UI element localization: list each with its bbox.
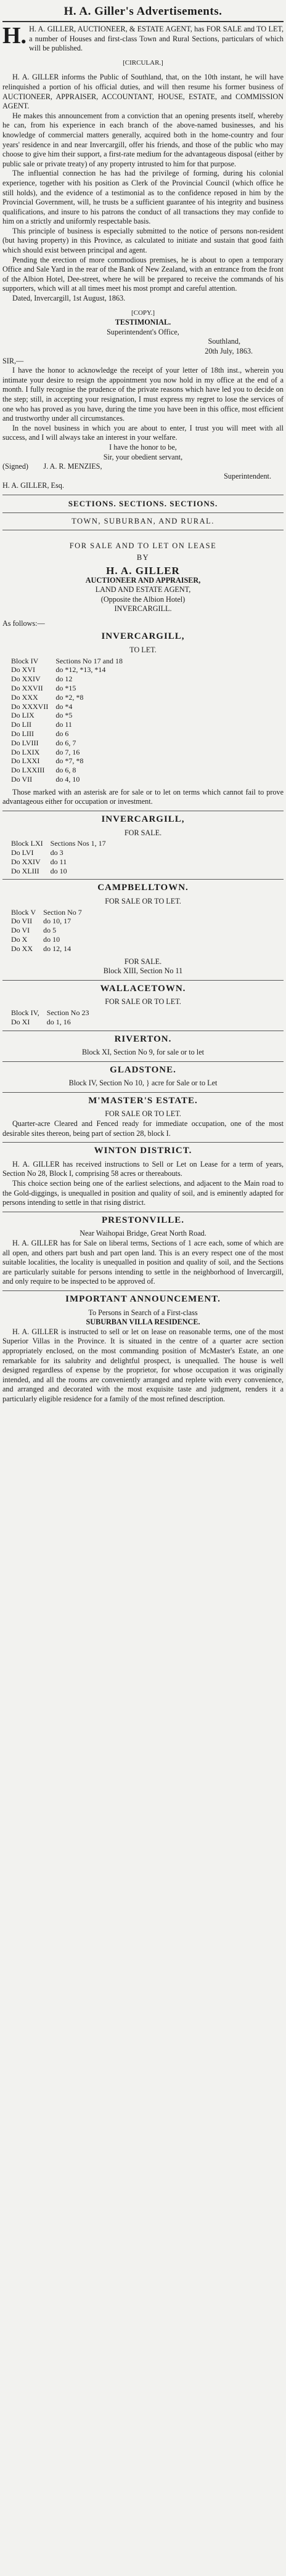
riverton-heading: RIVERTON.	[114, 1034, 172, 1044]
intro-text: H. A. GILLER, AUCTIONEER, & ESTATE AGENT, has FOR SALE and TO LET, a number of Houses and first-class Town and Rural Sections, particulars of which will be published.	[29, 25, 284, 53]
lot-sections: Section No 7	[43, 907, 82, 917]
lot-block: Do LII	[11, 720, 31, 729]
advertiser-town: INVERCARGILL.	[114, 604, 172, 614]
testimonial-salutation: SIR,—	[2, 356, 24, 365]
signer-title: Superintendent.	[224, 471, 271, 480]
lot-block: Do VII	[11, 775, 33, 784]
lot-row	[7, 944, 86, 954]
advertiser-address: (Opposite the Albion Hotel)	[100, 594, 186, 604]
circular-label: [CIRCULAR.]	[123, 59, 163, 67]
signed-label: (Signed)	[2, 462, 28, 471]
signer-name: J. A. R. MENZIES,	[43, 462, 102, 471]
winton-heading: WINTON DISTRICT.	[94, 1146, 192, 1156]
lot-row	[7, 857, 110, 867]
lot-sections: do 4, 10	[55, 775, 80, 784]
dropcap-h: H.	[2, 23, 27, 49]
ad1-para3: The influential connection he has had the privilege of forming, during his colonial experience, together with his position as Clerk of the Provincial Council (which office he still holds), and the evidence of a testimonial as to the confidence reposed in him by the Provincial Government, will, he trusts be a sufficient guarantee of his integrity and business qualifications, and insure to his patrons the conduct of all transactions they may confide to him on a strictly and uniformly respectable basis.	[2, 169, 284, 226]
ad1-dated: Dated, Invercargill, 1st August, 1863.	[12, 294, 126, 303]
lot-sections: do 12, 14	[43, 944, 72, 953]
page-title: H. A. Giller's Advertisements.	[63, 5, 223, 18]
lot-sections: do 11	[50, 857, 67, 866]
divider	[2, 980, 284, 981]
walla-sub: FOR SALE OR TO LET.	[105, 997, 181, 1007]
gladstone-row: Block IV, Section No 10, } acre for Sale or to Let	[68, 1079, 218, 1088]
lot-row	[7, 839, 110, 848]
lot-sections: do *4	[55, 702, 73, 711]
testimonial-body2: In the novel business in which you are about to enter, I trust you will meet with all success, and I will always take an interest in your welfare.	[2, 423, 284, 442]
divider	[2, 879, 284, 880]
lot-row	[7, 867, 110, 876]
lot-sections: do 10	[43, 934, 60, 944]
by-label: BY	[136, 553, 150, 562]
lot-row	[7, 739, 126, 748]
walla-heading: WALLACETOWN.	[100, 983, 186, 994]
ad1-para4: This principle of business is especially submitted to the notice of persons non-resident (but having property) in this Province, as calculated to initiate and sustain that good faith which should exist between principal and agent.	[2, 226, 284, 255]
winton-text2: This choice section being one of the earliest selections, and adjacent to the Main road to the Gold-diggings, is unequalled in position and quality of soil, and is eminently adapted for persons intending to settle in that rising district.	[2, 1179, 284, 1207]
testimonial-signature	[2, 462, 284, 472]
lot-row	[7, 729, 126, 739]
lot-sections: do 6	[55, 729, 69, 739]
walla-table	[7, 1008, 92, 1027]
lot-row	[7, 848, 110, 857]
lot-block: Do XXXVII	[11, 702, 49, 711]
testimonial-closing2: Sir, your obedient servant,	[103, 452, 183, 461]
advertiser-agent: LAND AND ESTATE AGENT,	[95, 585, 191, 594]
lot-row	[7, 720, 126, 729]
divider	[2, 512, 284, 513]
lot-sections: do *15	[55, 684, 76, 693]
camp-for-sale: FOR SALE.	[124, 957, 162, 966]
lot-row	[7, 693, 126, 702]
copy-label: [COPY.]	[131, 309, 155, 317]
divider	[2, 1061, 284, 1062]
lot-row	[7, 917, 86, 926]
lot-sections: Section No 23	[46, 1008, 89, 1017]
testimonial-place: Southland,	[208, 337, 240, 346]
lot-row	[7, 775, 126, 784]
lot-block: Block LXI	[11, 839, 43, 848]
preston-text: H. A. GILLER has for Sale on liberal terms, Sections of 1 acre each, some of which are all open, and others part bush and part open land. This is an every respect one of the most suitable localities, the locality is unequalled in position and quality of soil, and the Sections are particularly suitable for persons intending to settle in the neighborhood of Invercargill, and only require to be inspected to be approved of.	[2, 1239, 284, 1286]
testimonial-office: Superintendent's Office,	[107, 327, 179, 336]
ad1-para1: H. A. GILLER informs the Public of Southland, that, on the 10th instant, he will have relinquished a portion of his official duties, and will then resume his former business of AUCTIONEER, APPRAISER, ACCOUNTANT, HOUSE, ESTATE, and COMMISSION AGENT.	[2, 73, 284, 111]
intro-paragraph	[2, 25, 284, 54]
for-sale-let-lease: FOR SALE AND TO LET ON LEASE	[69, 541, 217, 550]
inv2-for-sale: FOR SALE.	[124, 828, 162, 837]
lot-row	[7, 1008, 92, 1018]
mcmaster-text: Quarter-acre Cleared and Fenced ready for immediate occupation, one of the most desirable sites thereon, being part of section 28, block I.	[2, 1119, 284, 1138]
lot-sections: do 10	[50, 866, 67, 875]
lot-row	[7, 1018, 92, 1027]
newspaper-page	[2, 0, 284, 1404]
lot-row	[7, 702, 126, 711]
important-text: H. A. GILLER is instructed to sell or let on lease on reasonable terms, one of the most Superior Villas in the Province. It is situated in the centre of a quarter acre section appropriately enclosed, on the most commanding position of McMaster's Estate, an one remarkable for its salubrity and delightful prospect, is unequalled. The house is well designed regardless of expense by the proprietor, for whose occupation it was originally intended, and all the rooms are conveniently arranged and replete with every convenience, and arranged and decorated with the most exquisite taste and judgment, renders it a particularly eligible residence for a family of the most refined description.	[2, 1327, 284, 1403]
lot-block: Do LVI	[11, 848, 34, 857]
lot-sections: do 6, 8	[55, 766, 76, 775]
lot-row	[7, 908, 86, 917]
lot-sections: do 11	[55, 720, 72, 729]
lot-block: Do VI	[11, 926, 30, 935]
lot-sections: do *5	[55, 711, 73, 720]
lot-row	[7, 935, 86, 944]
lot-block: Do XXVII	[11, 684, 43, 693]
divider	[2, 1290, 284, 1291]
lot-sections: do 6, 7	[55, 738, 76, 747]
lot-block: Do LXXI	[11, 756, 40, 766]
divider	[2, 1092, 284, 1093]
lot-block: Block IV,	[11, 1008, 39, 1017]
lot-block: Do LVIII	[11, 738, 39, 747]
lot-sections: do 1, 16	[46, 1017, 71, 1026]
preston-heading: PRESTONVILLE.	[101, 1215, 184, 1225]
testimonial-heading: TESTIMONIAL.	[115, 318, 171, 327]
mcmaster-sub: FOR SALE OR TO LET.	[105, 1109, 181, 1119]
winton-text: H. A. GILLER has received instructions to Sell or Let on Lease for a term of years, Section No 28, Block I, comprising 58 acres or thereabouts.	[2, 1159, 284, 1178]
lot-block: Do XXIV	[11, 674, 41, 684]
lot-block: Do X	[11, 934, 28, 944]
lot-sections: do *12, *13, *14	[55, 665, 106, 674]
advertiser-role: AUCTIONEER AND APPRAISER,	[85, 575, 201, 585]
lot-block: Do XXX	[11, 692, 38, 702]
lot-block: Block IV	[11, 656, 39, 665]
mcmaster-heading: M'MASTER'S ESTATE.	[88, 1095, 198, 1106]
advertiser-name: H. A. GILLER	[106, 564, 180, 577]
addressee: H. A. GILLER, Esq.	[2, 481, 64, 490]
important-sub2: SUBURBAN VILLA RESIDENCE.	[86, 1318, 200, 1327]
lot-row	[7, 665, 126, 674]
important-sub: To Persons in Search of a First-class	[88, 1308, 198, 1317]
important-heading: IMPORTANT ANNOUNCEMENT.	[65, 1294, 221, 1304]
testimonial-body: I have the honor to acknowledge the receipt of your letter of 18th inst., wherein you intimate your desire to resign the appointment you now hold in my office at the end of a month. I fully recognise the prudence of the private reasons which have led you to decide on the step; still, in accepting your resignation, I must express my regret to lose the services of one who has proved as you have, during the time you have been in this office, most efficient and trustworthy under all circumstances.	[2, 366, 284, 423]
ad1-para2: He makes this announcement from a conviction that an opening presents itself, whereby he can, from his experience in each branch of the above-named businesses, and his knowledge of commercial matters generally, acquired both in the home-country and four years' residence in and near Invercargill, offer his friends, and those of the public who may choose to give him their support, a first-rate medium for the advantageous disposal (either by public sale or private treaty) of any property intrusted to him for that purpose.	[2, 111, 284, 168]
lot-row	[7, 711, 126, 720]
lot-block: Do LIX	[11, 711, 35, 720]
lot-block: Do VII	[11, 917, 33, 926]
lot-sections: do *7, *8	[55, 756, 84, 766]
testimonial-date: 20th July, 1863.	[205, 347, 253, 355]
lot-block: Block V	[11, 907, 36, 917]
lot-row	[7, 684, 126, 693]
lot-sections: do *2, *8	[55, 692, 84, 702]
lot-block: Do XX	[11, 944, 33, 953]
asterisk-note: Those marked with an asterisk are for sale or to let on terms which cannot fail to prove advantageous either for occupation or investment.	[2, 787, 284, 806]
town-suburban-rural: TOWN, SUBURBAN, AND RURAL.	[72, 516, 214, 525]
lot-row	[7, 766, 126, 775]
lot-sections: Sections Nos 1, 17	[50, 839, 106, 848]
lot-row	[7, 926, 86, 935]
sections-banner: SECTIONS. SECTIONS. SECTIONS.	[68, 498, 218, 508]
inv2-heading: INVERCARGILL,	[101, 814, 185, 824]
lot-row	[7, 657, 126, 666]
camp-sale-or-let: FOR SALE OR TO LET.	[105, 896, 181, 905]
inv-to-let: TO LET.	[129, 646, 157, 655]
lot-sections: Sections No 17 and 18	[55, 656, 123, 665]
lot-sections: do 5	[43, 926, 57, 935]
camp-table	[7, 908, 86, 954]
lot-sections: do 12	[55, 674, 73, 684]
lot-row	[7, 748, 126, 757]
divider	[2, 21, 284, 22]
lot-sections: do 3	[50, 848, 63, 857]
lot-block: Do XVI	[11, 665, 35, 674]
lot-sections: do 10, 17	[43, 917, 72, 926]
lot-block: Do XLIII	[11, 866, 39, 875]
lot-block: Do LXIX	[11, 747, 40, 756]
lot-block: Do LXXIII	[11, 766, 45, 775]
inv-sale-table	[7, 839, 110, 875]
divider	[2, 1142, 284, 1143]
preston-sub: Near Waihopai Bridge, Great North Road.	[80, 1229, 206, 1238]
lot-row	[7, 756, 126, 766]
lot-block: Do XXIV	[11, 857, 41, 866]
lot-block: Do LIII	[11, 729, 34, 739]
lot-block: Do XI	[11, 1017, 30, 1026]
lot-row	[7, 674, 126, 684]
gladstone-heading: GLADSTONE.	[110, 1064, 176, 1075]
camp-sale-row: Block XIII, Section No 11	[103, 966, 183, 976]
ad1-para5: Pending the erection of more commodious premises, he is about to open a temporary Office and Sale Yard in the rear of the Bank of New Zealand, with an entrance from the front of the Albion Hotel, Dee-street, where he will be prepared to receive the commands of his supporters, which will at all times meet his most prompt and careful attention.	[2, 255, 284, 293]
riverton-row: Block XI, Section No 9, for sale or to let	[81, 1048, 204, 1057]
inv-let-table	[7, 657, 126, 784]
lot-sections: do 7, 16	[55, 747, 80, 756]
as-follows: As follows:—	[2, 618, 45, 628]
inv-heading: INVERCARGILL,	[101, 631, 185, 642]
camp-heading: CAMPBELLTOWN.	[97, 883, 189, 893]
testimonial-closing1: I have the honor to be,	[109, 442, 177, 452]
